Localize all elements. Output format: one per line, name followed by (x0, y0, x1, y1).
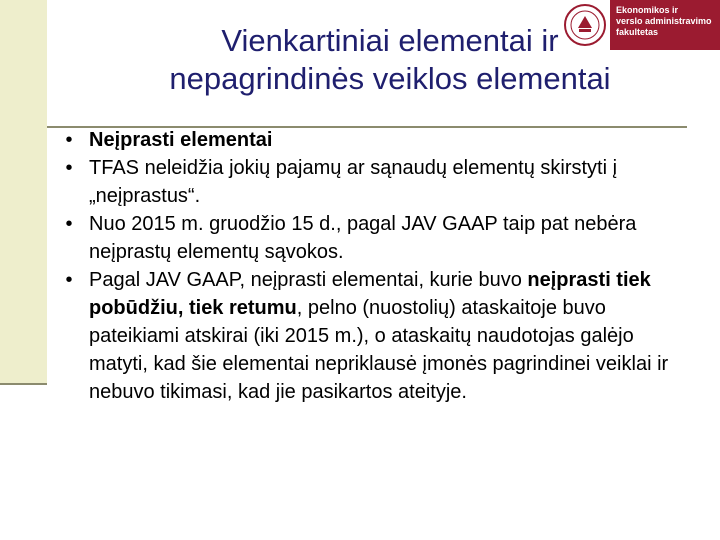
list-item (62, 266, 692, 406)
bullet-dot-icon: • (65, 269, 73, 291)
side-accent-bar (0, 0, 47, 383)
bullet-dot-icon: • (65, 213, 73, 235)
list-item (62, 154, 692, 210)
faculty-logo (560, 0, 720, 50)
side-accent-line (0, 383, 47, 385)
bullet-text-b: , pelno (nuostolių) ataskaitoje buvo pateikiami atskirai (iki 2015 m.), o ataskaitų naudotojas galėjo matyti, kad šie elementai nepriklausė įmonės pagrindinei veiklai ir nebuvo tikimasi, kad jie pasikartos ateityje. (89, 297, 669, 403)
bullet-text-bold: neįprasti tiek pobūdžiu, tiek retumu (89, 269, 651, 319)
bullet-text: Nuo 2015 m. gruodžio 15 d., pagal JAV GAAP taip pat nebėra neįprastų elementų sąvokos. (89, 213, 637, 263)
faculty-name-line3: fakultetas (616, 27, 659, 37)
bullet-text: TFAS neleidžia jokių pajamų ar sąnaudų elementų skirstyti į „neįprastus“. (89, 157, 618, 207)
bullet-dot-icon: • (65, 129, 73, 151)
slide-title-line2: nepagrindinės veiklos elementai (169, 61, 611, 96)
university-seal-icon (560, 0, 610, 50)
bullet-text: Neįprasti elementai (89, 129, 273, 151)
faculty-name-line2: verslo administravimo (616, 16, 712, 26)
list-item (62, 210, 692, 266)
slide-title-line1: Vienkartiniai elementai ir (221, 23, 559, 58)
list-item (62, 126, 692, 154)
faculty-name-line1: Ekonomikos ir (616, 5, 679, 15)
bullet-text-a: Pagal JAV GAAP, neįprasti elementai, kurie buvo (89, 269, 528, 291)
bullet-list (62, 126, 692, 406)
faculty-name (610, 0, 720, 50)
bullet-dot-icon: • (65, 157, 73, 179)
